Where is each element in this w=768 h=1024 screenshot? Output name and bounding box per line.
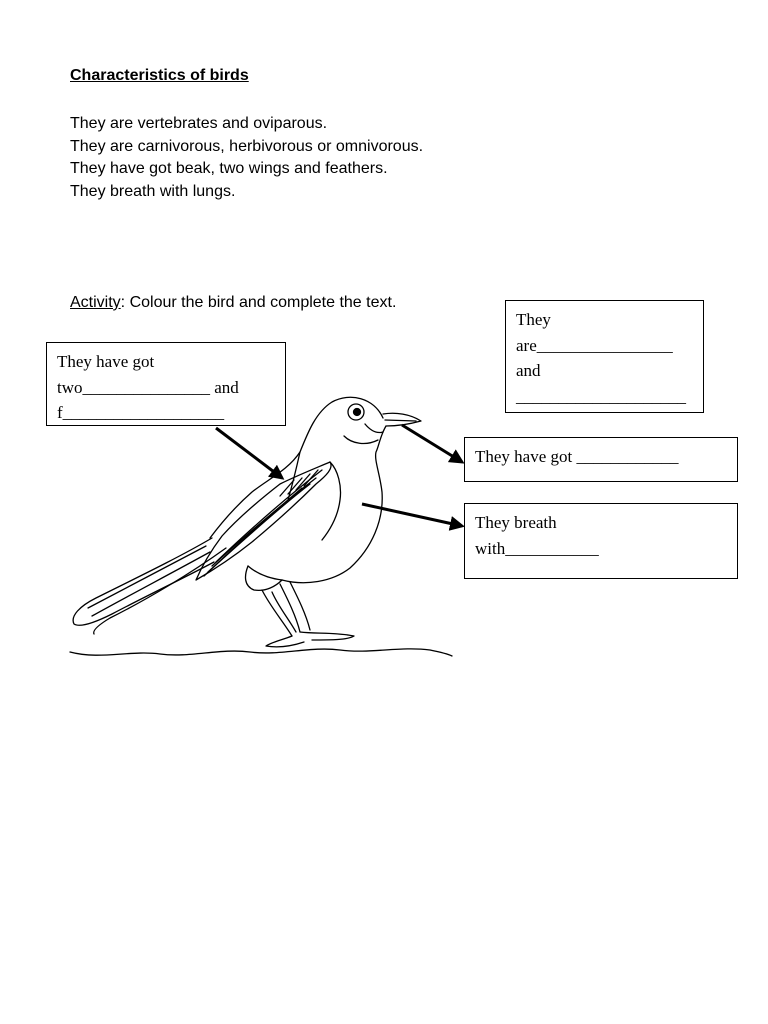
wing-feather-line-2 [212, 478, 316, 566]
diet-box-line-1: They [516, 310, 551, 329]
activity-instruction [70, 294, 396, 312]
bird-leg-back [262, 590, 292, 636]
bird-thigh [246, 566, 282, 590]
bird-face-mark [365, 424, 383, 433]
bird-pupil [354, 409, 361, 416]
lungs-answer-box[interactable] [464, 503, 738, 579]
bird-foot-back [266, 636, 304, 647]
bird-tail-lower [94, 548, 226, 634]
wings-box-line-2[interactable]: two_______________ and [57, 377, 239, 397]
tail-feather-line-2 [92, 552, 210, 616]
bird-breast [282, 426, 386, 583]
diet-box-line-4[interactable]: ____________________ [516, 386, 686, 406]
bird-leg-front-2 [290, 582, 310, 630]
bird-tail [73, 538, 214, 625]
bird-leg-front [280, 584, 300, 632]
bird-foot-front [300, 632, 354, 640]
wings-feathers-answer-box[interactable] [46, 342, 286, 426]
tail-feather-line-1 [88, 546, 206, 608]
bird-wing [196, 462, 331, 580]
bird-outline [70, 397, 452, 656]
fact-body-parts: They have got beak, two wings and feathers. [70, 160, 388, 177]
bird-belly [248, 566, 282, 580]
fact-breathing: They breath with lungs. [70, 182, 236, 200]
fact-diet: They are carnivorous, herbivorous or omnivorous. [70, 137, 424, 155]
fact-vertebrates: They are vertebrates and oviparous. [70, 115, 328, 132]
arrow-to-wings [216, 428, 282, 478]
lungs-box-line-1: They breath [475, 513, 557, 532]
wings-box-line-3[interactable]: f___________________ [57, 403, 225, 422]
bird-wing-edge [322, 462, 341, 540]
bird-leg-back-2 [272, 592, 296, 632]
wings-box-line-1: They have got [57, 352, 155, 371]
diet-box-line-2[interactable]: are________________ [516, 335, 673, 355]
facts-list [70, 113, 423, 203]
activity-label: Activity [70, 294, 121, 311]
ground-line [70, 649, 452, 656]
wing-feather-line-4 [204, 488, 302, 576]
activity-text: : Colour the bird and complete the text. [120, 294, 397, 311]
wing-feather-line-3 [208, 484, 310, 572]
lungs-box-line-2[interactable]: with___________ [475, 538, 599, 558]
pointer-arrows [216, 425, 462, 526]
arrow-to-lungs [362, 504, 462, 526]
beak-answer-box[interactable] [464, 437, 738, 482]
wing-covert-1 [280, 470, 318, 496]
bird-throat-detail [344, 436, 378, 443]
wing-feather-line-1 [216, 470, 322, 562]
arrow-to-beak [402, 425, 462, 462]
diet-box-line-3: and [516, 361, 541, 380]
bird-beak [383, 413, 421, 426]
diet-answer-box[interactable] [505, 300, 704, 413]
bird-beak-line [385, 420, 416, 421]
beak-box-line-1[interactable]: They have got ____________ [475, 447, 679, 466]
bird-eye [348, 404, 364, 420]
worksheet-title: Characteristics of birds [70, 67, 249, 84]
bird-body-inner [288, 452, 300, 500]
